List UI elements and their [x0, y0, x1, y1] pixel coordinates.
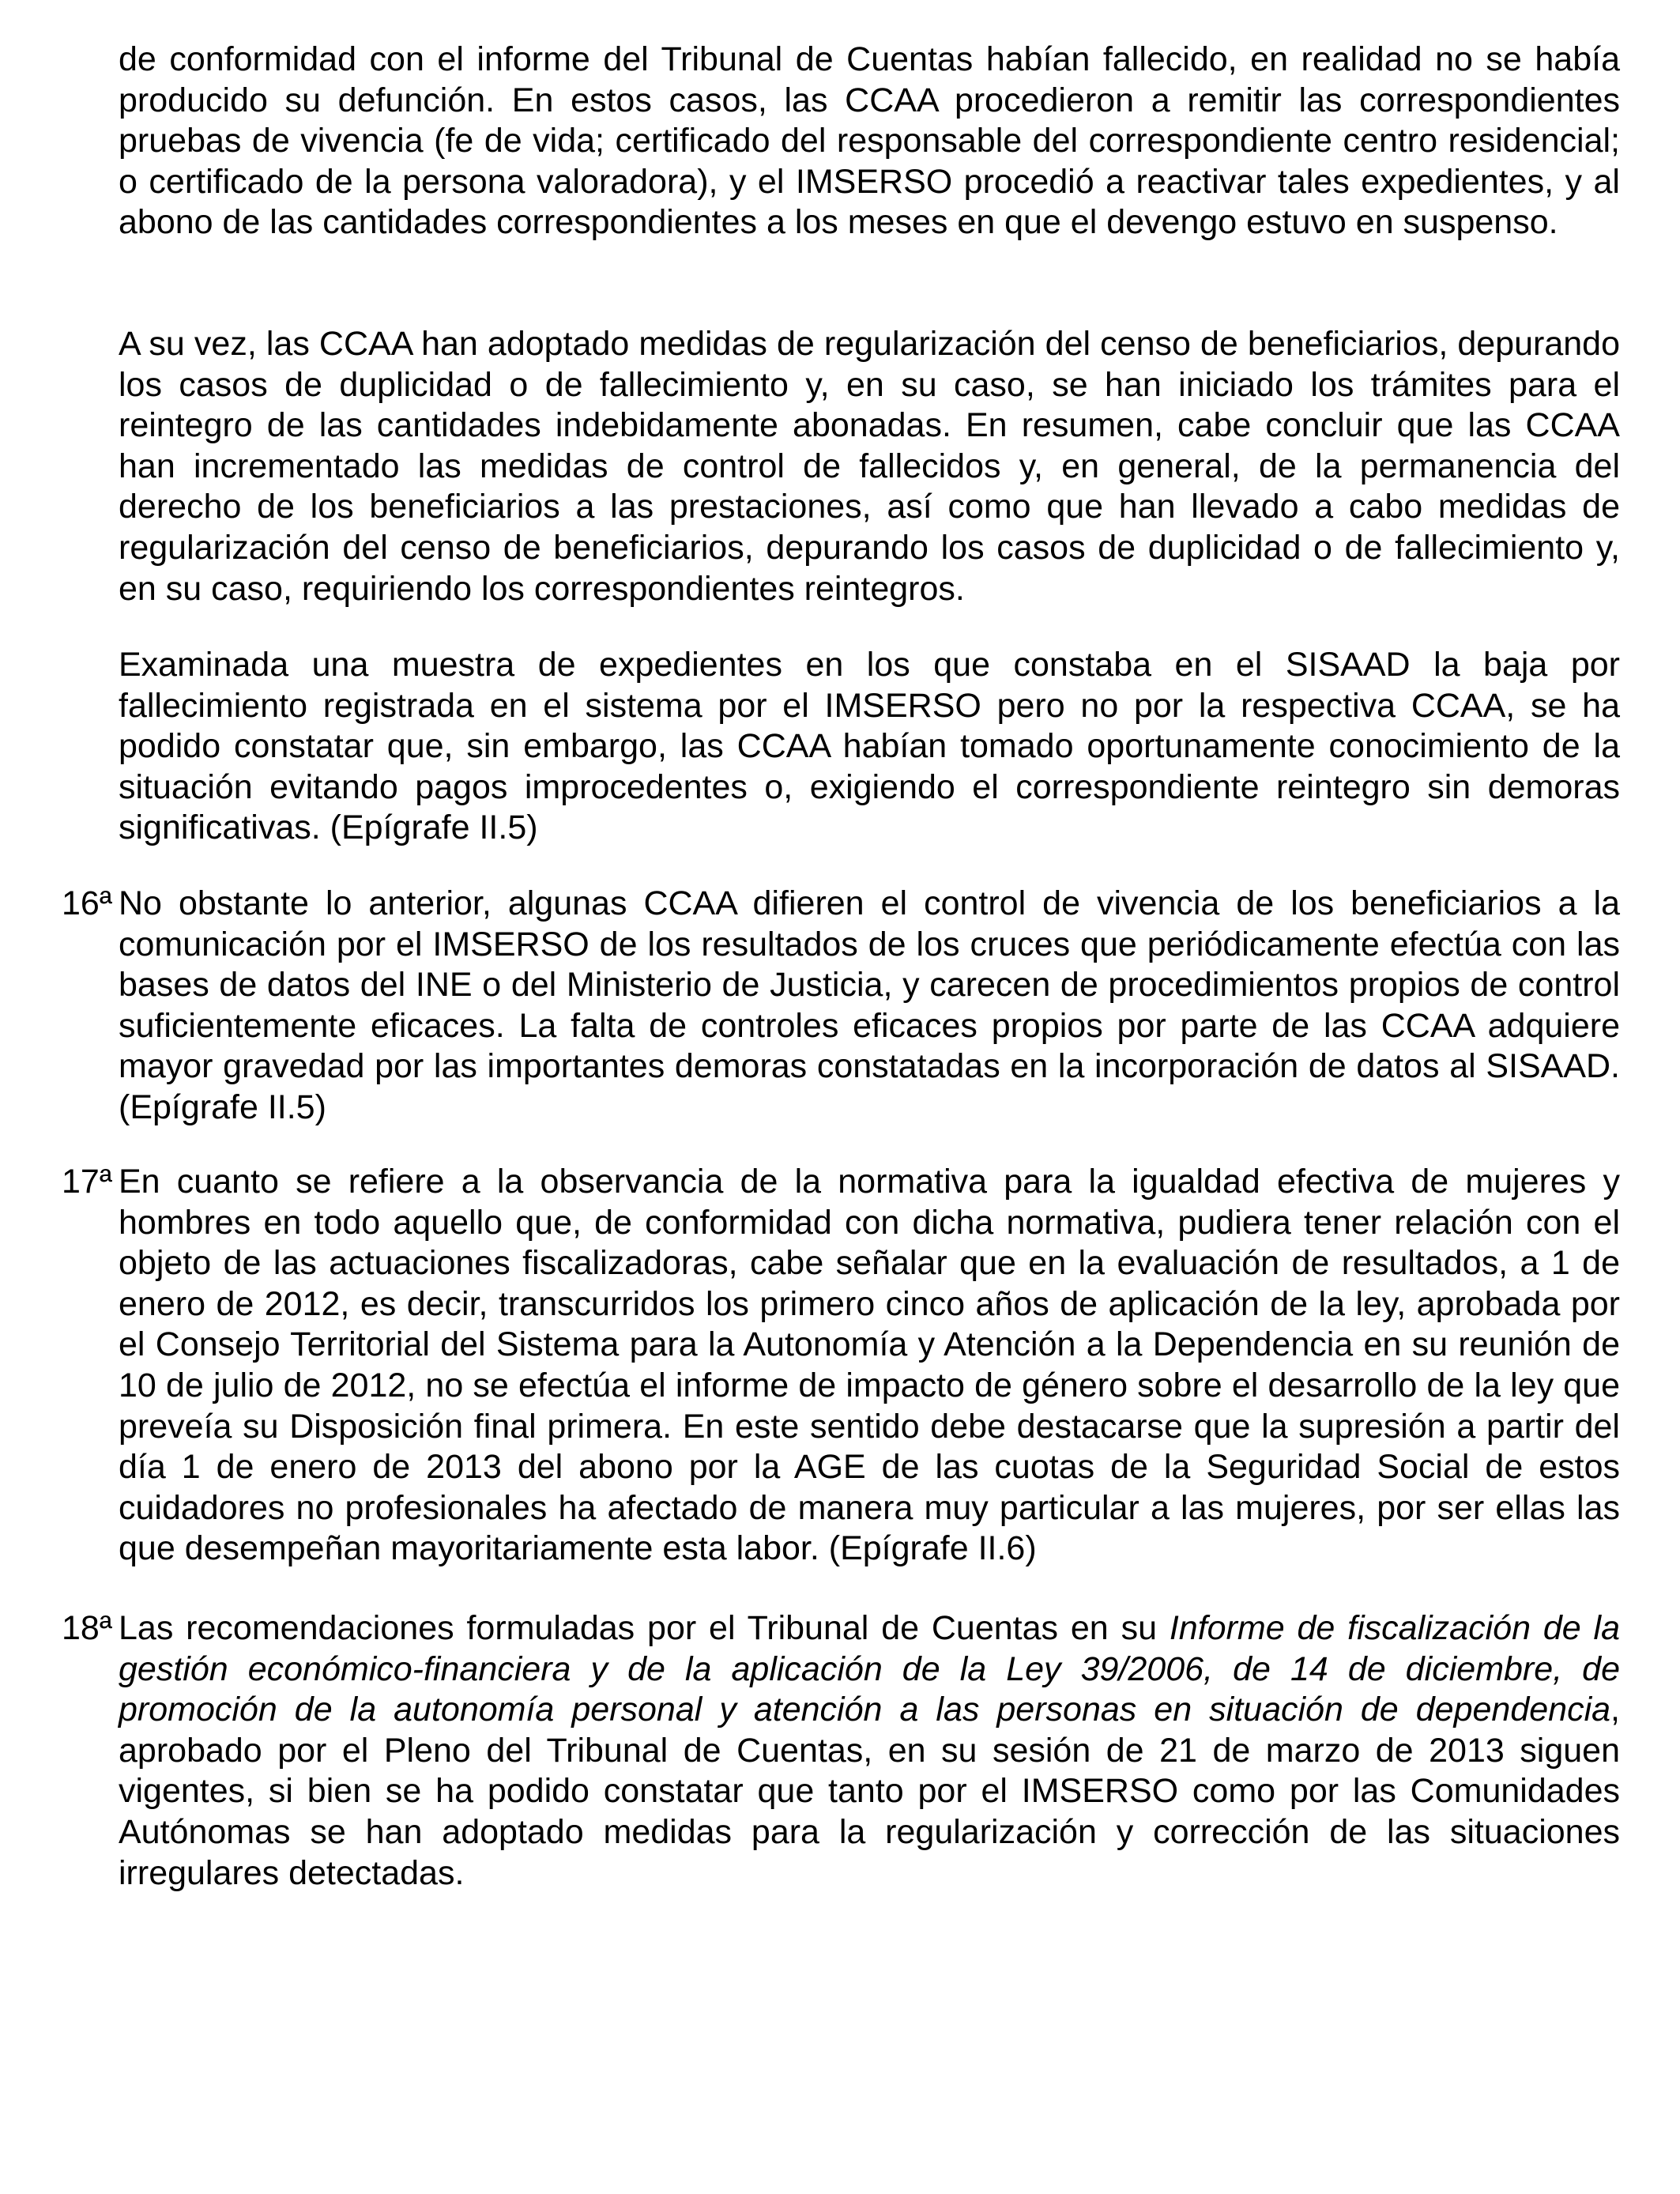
item-number: 18ª — [62, 1609, 112, 1647]
item-text: En cuanto se refiere a la observancia de la normativa para la igualdad efectiva de mujeres y hombres en todo aquello que, de conformidad con dicha normativa, pudiera tener relación con el objeto de las actuaciones fiscalizadoras, cabe señalar que en la evaluación de resultados, a 1 de enero de 2012, es decir, transcurridos los primero cinco años de aplicación de la ley, aprobada por el Consejo Territorial del Sistema para la Autonomía y Atención a la Dependencia en su reunión de 10 de julio de 2012, no se efectúa el informe de impacto de género sobre el desarrollo de la ley que preveía su Disposición final primera. En este sentido debe destacarse que la supresión a partir del día 1 de enero de 2013 del abono por la AGE de las cuotas de la Seguridad Social de estos cuidadores no profesionales ha afectado de manera muy particular a las mujeres, por ser ellas las que desempeñan mayoritariamente esta labor. (Epígrafe II.6) — [119, 1163, 1620, 1568]
paragraph-muestra-expedientes: Examinada una muestra de expedientes en los que constaba en el SISAAD la baja por fallecimiento registrada en el sistema por el IMSERSO pero no por la respectiva CCAA, se ha podido constatar que, sin embargo, las CCAA habían tomado oportunamente conocimiento de la situación evitando pagos improcedentes o, exigiendo el correspondiente reintegro sin demoras significativas. (Epígrafe II.5) — [119, 646, 1620, 847]
item-text-start: Las recomendaciones formuladas por el Tribunal de Cuentas en su — [119, 1609, 1170, 1647]
item-text-end: , aprobado por el Pleno del Tribunal de Cuentas, en su sesión de 21 de marzo de 2013 siguen vigentes, si bien se ha podido constatar que tanto por el IMSERSO como por las Comunidades Autónomas se han adoptado medidas para la regularización y corrección de las situaciones irregulares detectadas. — [119, 1691, 1620, 1892]
item-number: 17ª — [62, 1163, 112, 1201]
item-text: No obstante lo anterior, algunas CCAA difieren el control de vivencia de los beneficiarios a la comunicación por el IMSERSO de los resultados de los cruces que periódicamente efectúa con las bases de datos del INE o del Ministerio de Justicia, y carecen de procedimientos propios de control suficientemente eficaces. La falta de controles eficaces propios por parte de las CCAA adquiere mayor gravedad por las importantes demoras constatadas en la incorporación de datos al SISAAD. (Epígrafe II.5) — [119, 884, 1620, 1126]
paragraph-regularizacion: A su vez, las CCAA han adoptado medidas de regularización del censo de beneficiarios, depurando los casos de duplicidad o de fallecimiento y, en su caso, se han iniciado los trámites para el reintegro de las cantidades indebidamente abonadas. En resumen, cabe concluir que las CCAA han incrementado las medidas de control de fallecidos y, en general, de la permanencia del derecho de los beneficiarios a las prestaciones, así como que han llevado a cabo medidas de regularización del censo de beneficiarios, depurando los casos de duplicidad o de fallecimiento y, en su caso, requiriendo los correspondientes reintegros. — [119, 325, 1620, 608]
item-text — [119, 1608, 1620, 1894]
paragraph-continuation: de conformidad con el informe del Tribunal de Cuentas habían fallecido, en realidad no se había producido su defunción. En estos casos, las CCAA procedieron a remitir las correspondientes pruebas de vivencia (fe de vida; certificado del responsable del correspondiente centro residencial; o certificado de la persona valoradora), y el IMSERSO procedió a reactivar tales expedientes, y al abono de las cantidades correspondientes a los meses en que el devengo estuvo en suspenso. — [119, 40, 1620, 242]
report-title-italic: Informe de fiscalización de la gestión económico-financiera y de la aplicación de la Ley 39/2006, de 14 de diciembre, de promoción de la autonomía personal y atención a las personas en situación de dependencia — [119, 1609, 1620, 1729]
item-number: 16ª — [62, 884, 112, 922]
